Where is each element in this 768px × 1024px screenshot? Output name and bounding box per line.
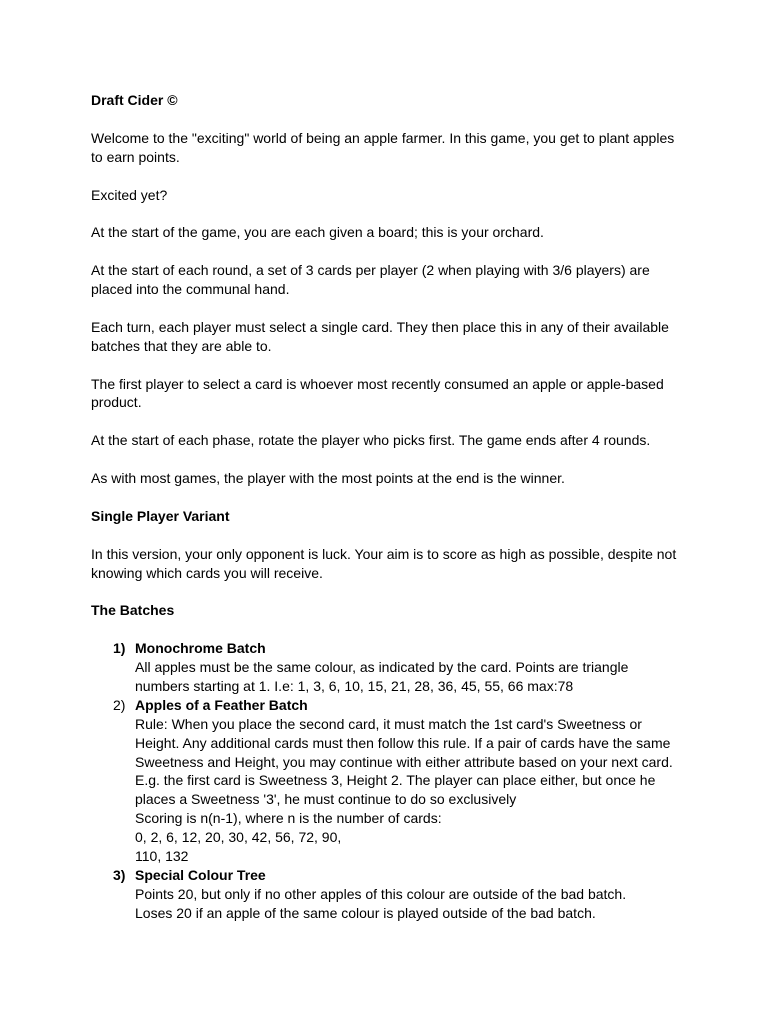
batch-penalty: Loses 20 if an apple of the same colour is played outside of the bad batch.: [135, 904, 596, 921]
document-page: [91, 91, 681, 923]
intro-paragraph-6: The first player to select a card is whoever most recently consumed an apple or apple-based product.: [91, 375, 664, 411]
batch-title: Monochrome Batch: [135, 640, 266, 657]
batch-scoring: Scoring is n(n-1), where n is the number of cards:: [135, 810, 442, 827]
batch-description: All apples must be the same colour, as indicated by the card. Points are triangle numbers starting at 1. I.e: 1, 3, 6, 10, 15, 21, 28, 36, 45, 55, 66 max:78: [135, 659, 629, 694]
batch-scoring-values: 0, 2, 6, 12, 20, 30, 42, 56, 72, 90,: [135, 829, 342, 846]
batch-number: 2): [113, 696, 126, 713]
intro-paragraph-8: As with most games, the player with the most points at the end is the winner.: [91, 470, 565, 486]
intro-paragraph-7: At the start of each phase, rotate the player who picks first. The game ends after 4 rounds.: [91, 432, 651, 449]
batch-item-monochrome: [91, 639, 681, 696]
intro-paragraph-1: Welcome to the "exciting" world of being an apple farmer. In this game, you get to plant apples to earn points.: [91, 129, 675, 165]
batch-points: Points 20, but only if no other apples of this colour are outside of the bad batch.: [135, 885, 627, 902]
intro-paragraph-5: Each turn, each player must select a single card. They then place this in any of their available batches that they are able to.: [91, 318, 669, 354]
batch-title: Apples of a Feather Batch: [135, 696, 308, 713]
batch-title: Special Colour Tree: [135, 866, 266, 883]
batch-item-apples-of-a-feather: [91, 696, 681, 866]
intro-paragraph-3: At the start of the game, you are each given a board; this is your orchard.: [91, 224, 544, 241]
single-player-heading: Single Player Variant: [91, 507, 230, 524]
batch-number: 1): [113, 640, 126, 657]
single-player-text: In this version, your only opponent is luck. Your aim is to score as high as possible, despite not knowing which cards you will receive.: [91, 545, 677, 581]
intro-paragraph-4: At the start of each round, a set of 3 cards per player (2 when playing with 3/6 players) are placed into the communal hand.: [91, 262, 650, 297]
intro-paragraph-2: Excited yet?: [91, 186, 168, 203]
batches-heading: The Batches: [91, 602, 175, 619]
batch-item-special-colour-tree: [91, 866, 681, 923]
batch-rule: Rule: When you place the second card, it must match the 1st card's Sweetness or Height. Any additional cards must then follow this rule. If a pair of cards have the same Sweetness and Height, you may continue with either attribute based on your next card. E.g. the first card is Sweetness 3, Height 2. The player can place either, but once he places a Sweetness '3', he must continue to do so exclusively: [135, 715, 673, 808]
document-title: Draft Cider ©: [91, 92, 178, 108]
batch-number: 3): [113, 866, 126, 883]
batches-list: [91, 639, 681, 923]
batch-scoring-values: 110, 132: [135, 848, 189, 865]
